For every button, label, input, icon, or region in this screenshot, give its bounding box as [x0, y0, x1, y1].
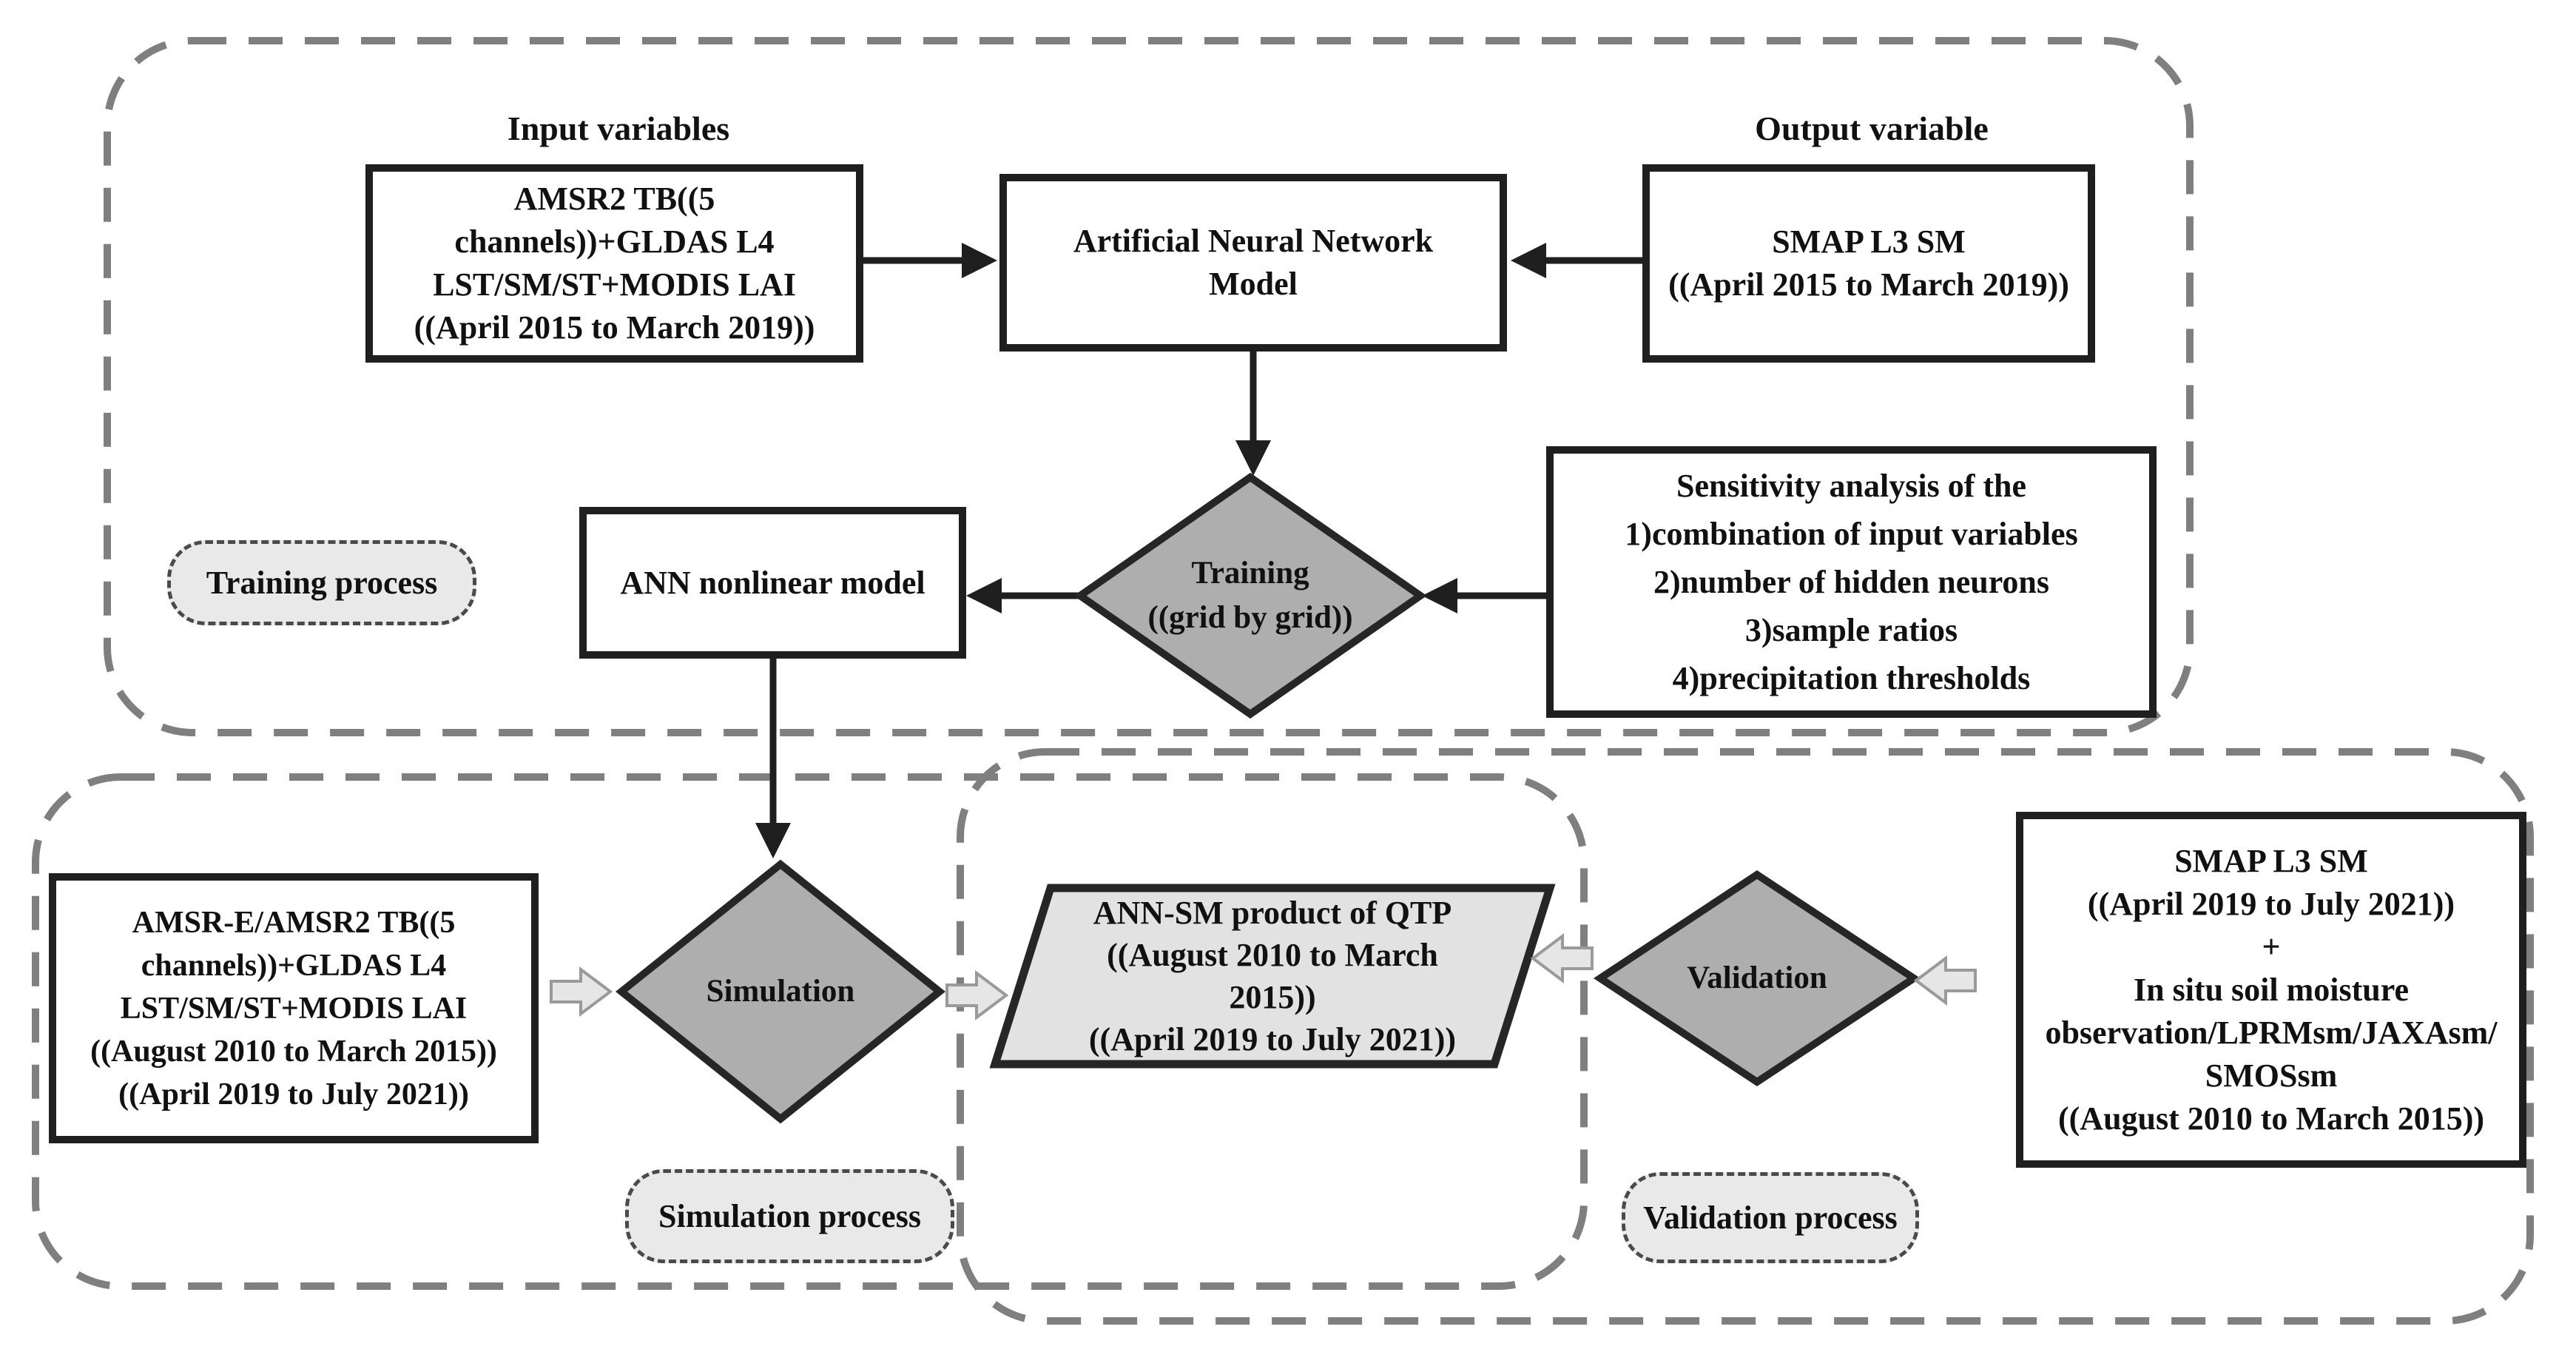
- text-line: SMOSsm: [2205, 1057, 2338, 1094]
- smap-validation-box: [2016, 812, 2526, 1168]
- text-line: Model: [1209, 266, 1298, 302]
- text-line: observation/LPRMsm/JAXAsm/: [2045, 1014, 2498, 1051]
- label-text: Input variables: [507, 110, 730, 147]
- text-line: In situ soil moisture: [2133, 971, 2410, 1008]
- text-line: ((grid by grid)): [1147, 600, 1353, 635]
- text-line: ((August 2010 to March: [1107, 937, 1438, 973]
- ann-nonlinear-model-box: [579, 507, 966, 659]
- training-process-pill: [167, 540, 476, 625]
- simulation-diamond-label: [670, 969, 891, 1014]
- arrowhead-icon: [1511, 243, 1546, 278]
- block-arrow-right-icon: [947, 973, 1006, 1018]
- validation-process-pill: [1622, 1172, 1919, 1263]
- text-line: SMAP L3 SM: [2174, 842, 2368, 879]
- text-line: ((April 2019 to July 2021)): [1088, 1021, 1457, 1057]
- arrowhead-icon: [755, 823, 791, 858]
- validation-diamond-label: [1646, 956, 1868, 1000]
- training-diamond-label: [1102, 550, 1398, 642]
- text-line: Training: [1191, 556, 1309, 591]
- arrow-training-to-ann-nonlinear: [966, 578, 1080, 613]
- pill-text: Validation process: [1643, 1200, 1898, 1236]
- arrow-input-to-ann: [863, 243, 997, 278]
- output-variable-box: [1642, 164, 2095, 363]
- input-variables-label: [411, 105, 826, 152]
- arrowhead-icon: [962, 243, 997, 278]
- text-line: Simulation: [706, 974, 855, 1009]
- text-line: ((April 2019 to July 2021)): [118, 1077, 469, 1111]
- text-line: ((April 2015 to March 2019)): [1668, 266, 2069, 303]
- text-line: 1)combination of input variables: [1625, 516, 2078, 552]
- text-line: Artificial Neural Network: [1073, 223, 1434, 259]
- text-line: 4)precipitation thresholds: [1672, 660, 2031, 696]
- text-line: 2)number of hidden neurons: [1653, 564, 2050, 600]
- text-line: ((April 2019 to July 2021)): [2087, 885, 2455, 922]
- arrow-output-to-ann: [1511, 243, 1642, 278]
- text-line: 3)sample ratios: [1744, 612, 1958, 648]
- text-line: 2015)): [1229, 979, 1316, 1015]
- text-line: LST/SM/ST+MODIS LAI: [433, 266, 796, 303]
- text-line: ((August 2010 to March 2015)): [2057, 1100, 2485, 1137]
- text-line: ANN nonlinear model: [620, 564, 925, 601]
- text-line: Sensitivity analysis of the: [1676, 468, 2027, 504]
- arrow-ann-nonlinear-to-simulation: [755, 659, 791, 858]
- arrowhead-icon: [1235, 440, 1271, 476]
- arrowhead-icon: [1422, 578, 1457, 613]
- text-line: AMSR-E/AMSR2 TB((5: [132, 905, 456, 940]
- block-arrow-right-icon: [551, 969, 610, 1014]
- arrowhead-icon: [966, 578, 1002, 613]
- text-line: AMSR2 TB((5: [513, 181, 715, 217]
- amsre-input-box: [49, 873, 539, 1143]
- pill-text: Training process: [206, 565, 438, 601]
- text-line: Validation: [1687, 961, 1827, 995]
- arrow-sensitivity-to-training: [1422, 578, 1546, 613]
- output-variable-label: [1665, 105, 2079, 152]
- input-variables-box: [365, 164, 863, 363]
- text-line: ANN-SM product of QTP: [1093, 895, 1452, 931]
- arrow-ann-to-training: [1235, 352, 1271, 476]
- label-text: Output variable: [1755, 110, 1989, 147]
- text-line: ((April 2015 to March 2019)): [414, 309, 815, 346]
- block-arrow-left-icon: [1916, 958, 1975, 1003]
- ann-model-box: [999, 174, 1507, 352]
- text-line: LST/SM/ST+MODIS LAI: [120, 991, 468, 1026]
- text-line: channels))+GLDAS L4: [454, 223, 775, 260]
- text-line: +: [2262, 928, 2281, 965]
- text-line: SMAP L3 SM: [1772, 223, 1966, 260]
- text-line: ((August 2010 to March 2015)): [90, 1034, 497, 1069]
- simulation-process-pill: [625, 1169, 954, 1263]
- ann-sm-product-label: [1058, 892, 1487, 1060]
- pill-text: Simulation process: [658, 1198, 921, 1234]
- text-line: channels))+GLDAS L4: [141, 948, 447, 983]
- sensitivity-analysis-box: [1546, 446, 2157, 718]
